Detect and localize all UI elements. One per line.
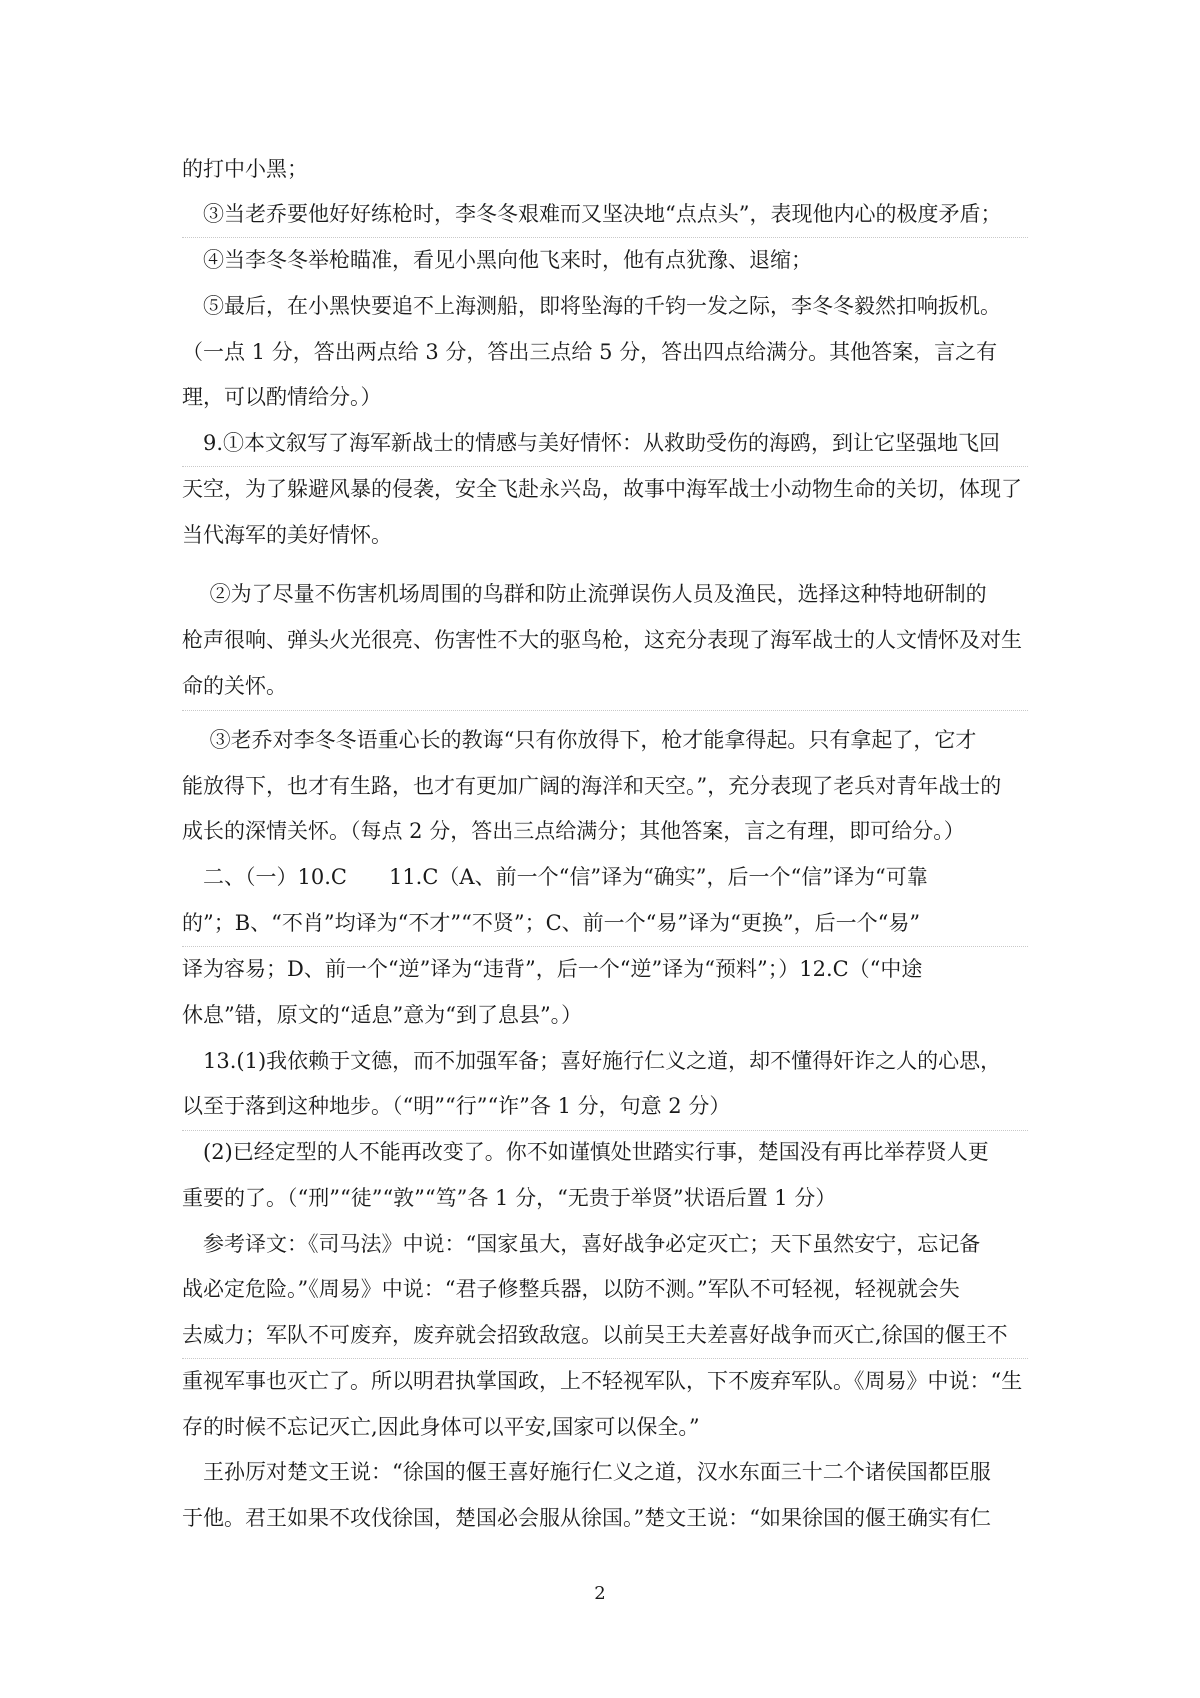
text-line: 的打中小黑； bbox=[182, 157, 308, 181]
text-line: 枪声很响、弹头火光很亮、伤害性不大的驱鸟枪，这充分表现了海军战士的人文情怀及对生 bbox=[182, 628, 1022, 652]
ruled-line bbox=[182, 946, 1028, 947]
text-line: 战必定危险。”《周易》中说：“君子修整兵器，以防不测。”军队不可轻视，轻视就会失 bbox=[182, 1277, 960, 1301]
page-number: 2 bbox=[594, 1583, 606, 1604]
text-line: 于他。君王如果不攻伐徐国，楚国必会服从徐国。”楚文王说：“如果徐国的偃王确实有仁 bbox=[182, 1506, 991, 1530]
ruled-line bbox=[182, 466, 1028, 467]
text-line: 9.①本文叙写了海军新战士的情感与美好情怀：从救助受伤的海鸥，到让它坚强地飞回 bbox=[182, 431, 1001, 455]
text-line: (2)已经定型的人不能再改变了。你不如谨慎处世踏实行事，楚国没有再比举荐贤人更 bbox=[182, 1140, 989, 1164]
text-line: 参考译文：《司马法》中说：“国家虽大，喜好战争必定灭亡；天下虽然安宁，忘记备 bbox=[182, 1232, 981, 1256]
text-line: 的”；B、“不肖”均译为“不才”“不贤”；C、前一个“易”译为“更换”，后一个“易” bbox=[182, 911, 921, 935]
text-line: 重视军事也灭亡了。所以明君执掌国政，上不轻视军队，下不废弃军队。《周易》中说：“生 bbox=[182, 1369, 1023, 1393]
text-line: 成长的深情关怀。（每点 2 分，答出三点给满分；其他答案，言之有理，即可给分。） bbox=[182, 819, 965, 843]
text-line: 命的关怀。 bbox=[182, 674, 287, 698]
text-line: ③老乔对李冬冬语重心长的教诲“只有你放得下，枪才能拿得起。只有拿起了，它才 bbox=[182, 728, 977, 752]
text-line: 天空，为了躲避风暴的侵袭，安全飞赴永兴岛，故事中海军战士小动物生命的关切，体现了 bbox=[182, 477, 1022, 501]
text-line: 存的时候不忘记灭亡,因此身体可以平安,国家可以保全。” bbox=[182, 1415, 700, 1439]
text-line: ③当老乔要他好好练枪时，李冬冬艰难而又坚决地“点点头”，表现他内心的极度矛盾； bbox=[182, 202, 1002, 226]
text-line: 当代海军的美好情怀。 bbox=[182, 523, 392, 547]
ruled-line bbox=[182, 710, 1028, 711]
text-line: 王孙厉对楚文王说：“徐国的偃王喜好施行仁义之道，汉水东面三十二个诸侯国都臣服 bbox=[182, 1460, 991, 1484]
text-line: ⑤最后，在小黑快要追不上海测船，即将坠海的千钧一发之际，李冬冬毅然扣响扳机。 bbox=[182, 294, 1001, 318]
text-line: 能放得下，也才有生路，也才有更加广阔的海洋和天空。”，充分表现了老兵对青年战士的 bbox=[182, 774, 1002, 798]
ruled-line bbox=[182, 1358, 1028, 1359]
text-line: 理，可以酌情给分。） bbox=[182, 385, 382, 409]
text-line: ②为了尽量不伤害机场周围的鸟群和防止流弹误伤人员及渔民，选择这种特地研制的 bbox=[182, 582, 987, 606]
text-line: 13.(1)我依赖于文德，而不加强军备；喜好施行仁义之道，却不懂得奸诈之人的心思， bbox=[182, 1049, 1002, 1073]
text-line: （一点 1 分，答出两点给 3 分，答出三点给 5 分，答出四点给满分。其他答案，言之有 bbox=[182, 340, 998, 364]
text-line: 译为容易；D、前一个“逆”译为“违背”，后一个“逆”译为“预料”；）12.C（“中途 bbox=[182, 957, 923, 981]
ruled-line bbox=[182, 1130, 1028, 1131]
text-line: ④当李冬冬举枪瞄准，看见小黑向他飞来时，他有点犹豫、退缩； bbox=[182, 248, 812, 272]
ruled-line bbox=[182, 237, 1028, 238]
text-line: 休息”错，原文的“适息”意为“到了息县”。） bbox=[182, 1003, 583, 1027]
text-line: 重要的了。（“刑”“徒”“敦”“笃”各 1 分，“无贵于举贤”状语后置 1 分） bbox=[182, 1186, 837, 1210]
text-line: 去威力；军队不可废弃，废弃就会招致敌寇。以前吴王夫差喜好战争而灭亡,徐国的偃王不 bbox=[182, 1323, 1008, 1347]
text-line: 二、（一）10.C 11.C（A、前一个“信”译为“确实”，后一个“信”译为“可靠 bbox=[182, 865, 928, 889]
text-line: 以至于落到这种地步。（“明”“行”“诈”各 1 分，句意 2 分） bbox=[182, 1094, 731, 1118]
